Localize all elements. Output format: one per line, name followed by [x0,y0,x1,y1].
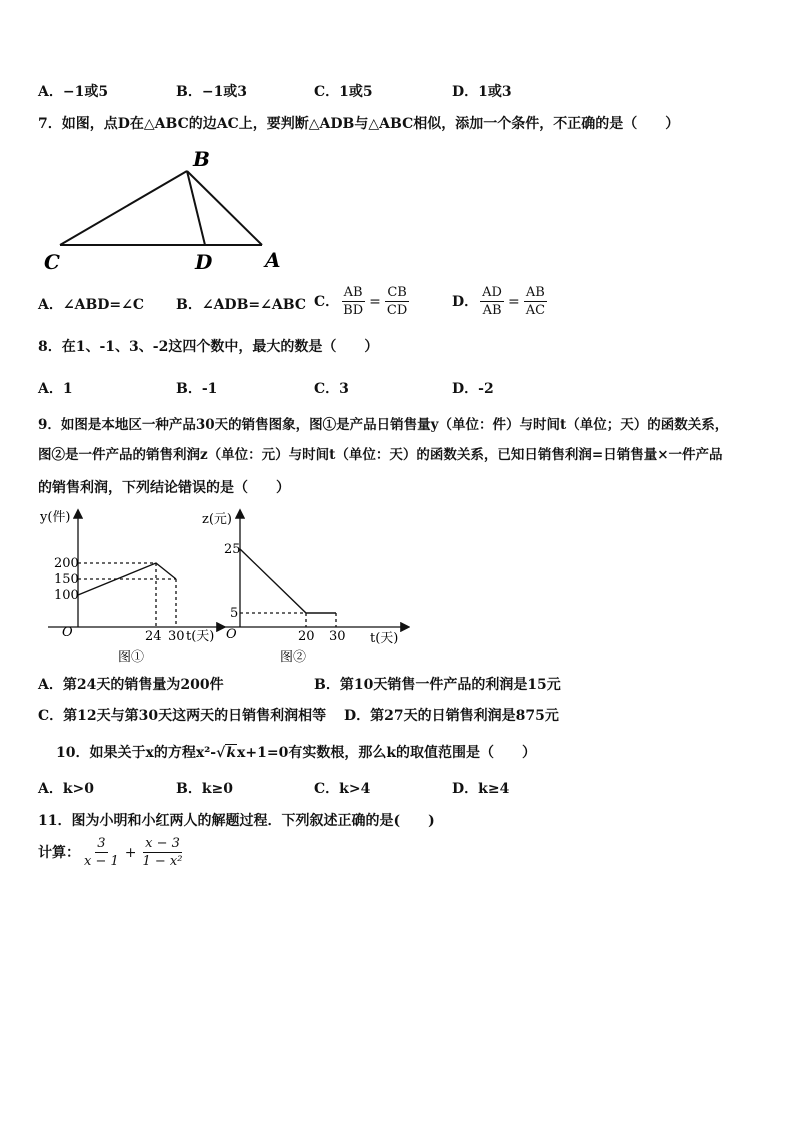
label-d: D [195,250,213,274]
q7-option-c-fraction-right [385,285,409,318]
q10-stem-before: 10．如果关于x的方程x²- [56,745,217,761]
q8-option-c: C．3 [314,381,349,397]
fraction-denominator: CD [386,303,408,318]
q7-triangle-figure [38,144,298,276]
sqrt-symbol: √ [216,745,226,761]
q9-stem-line1: 9．如图是本地区一种产品30天的销售图象，图①是产品日销售量y（单位：件）与时间t（单位；天）的函数关系， [38,417,729,433]
label-b: B [193,147,210,171]
origin-label: O [62,625,73,640]
equals-sign: = [507,293,520,310]
equals-sign: = [369,293,381,310]
fraction-numerator: CB [387,285,407,300]
z-tick-5: 5 [230,606,239,621]
t-tick-30: 30 [329,629,346,644]
q9-stem-line3: 的销售利润，下列结论错误的是（ ） [38,480,290,496]
fraction-denominator: x − 1 [84,854,119,869]
segment-bd [187,171,205,245]
y-tick-200: 200 [54,556,79,571]
q6-option-b: B．−1或3 [176,84,248,100]
q7-option-a: A．∠ABD=∠C [38,297,145,313]
q7-option-c-prefix: C． [314,293,340,310]
y-tick-100: 100 [54,588,79,603]
q11-calculation [38,836,186,869]
q11-fraction-2 [141,836,185,869]
z-tick-25: 25 [224,542,241,557]
q6-option-a: A．−1或5 [38,84,109,100]
t-axis-label: t(天) [370,631,399,646]
fraction-numerator: 3 [97,836,106,851]
origin-label: O [226,627,237,642]
q11-stem: 11．图为小明和小红两人的解题过程．下列叙述正确的是( ) [38,813,435,829]
t-tick-20: 20 [298,629,315,644]
q7-option-d-prefix: D． [452,293,479,310]
graph-2-caption: 图② [280,650,307,665]
q8-option-a: A．1 [38,381,73,397]
q8-option-b: B．-1 [176,381,218,397]
x-axis-label: t(天) [186,629,215,644]
fraction-numerator: AB [525,285,545,300]
graph-1-caption: 图① [118,650,145,665]
z-axis-label: z(元) [202,512,232,527]
q8-stem: 8．在1、-1、3、-2这四个数中，最大的数是（ ） [38,339,379,355]
y-axis-label: y(件) [40,510,71,525]
q7-option-d-fraction-left [480,285,504,318]
segment-ba [187,171,262,245]
q8-option-d: D．-2 [452,381,494,397]
q10-option-b: B．k≥0 [176,781,234,797]
q10-option-a: A．k>0 [38,781,95,797]
q7-option-c-fraction-left [341,285,365,318]
q6-option-c: C．1或5 [314,84,373,100]
q7-stem: 7．如图，点D在△ABC的边AC上，要判断△ADB与△ABC相似，添加一个条件，不正确的是（ ） [38,116,680,132]
q9-stem-line2: 图②是一件产品的销售利润z（单位：元）与时间t（单位：天）的函数关系，已知日销售利润=日销售量×一件产品 [38,447,723,463]
q9-option-d: D．第27天的日销售利润是875元 [344,708,559,724]
y-tick-150: 150 [54,572,79,587]
q7-option-d-fraction-right [524,285,547,318]
fraction-denominator: AC [525,303,546,318]
x-tick-30: 30 [168,629,185,644]
fraction-denominator: BD [343,303,364,318]
q7-option-b: B．∠ADB=∠ABC [176,297,306,313]
sqrt-argument: k [226,745,237,761]
fraction-denominator: 1 − x² [142,854,183,869]
x-tick-24: 24 [145,629,162,644]
q7-option-d [452,285,549,318]
q10-option-c: C．k>4 [314,781,371,797]
q10-stem [56,744,536,762]
q6-option-d: D．1或3 [452,84,512,100]
q9-option-c: C．第12天与第30天这两天的日销售利润相等 [38,708,327,724]
profit-line [240,549,336,613]
calc-label: 计算： [38,844,80,861]
fraction-numerator: AB [343,285,363,300]
fraction-numerator: x − 3 [145,836,180,851]
q7-option-c [314,285,411,318]
q9-graph-2 [200,505,410,665]
label-c: C [44,250,60,274]
q10-stem-after: x+1=0有实数根，那么k的取值范围是（ ） [237,745,537,761]
fraction-numerator: AD [482,285,502,300]
q9-option-a: A．第24天的销售量为200件 [38,677,224,693]
segment-cb [60,171,187,245]
plus-sign: + [124,844,137,861]
fraction-denominator: AB [482,303,502,318]
q9-option-b: B．第10天销售一件产品的利润是15元 [314,677,561,693]
q10-option-d: D．k≥4 [452,781,510,797]
label-a: A [265,248,281,272]
q11-fraction-1 [82,836,121,869]
